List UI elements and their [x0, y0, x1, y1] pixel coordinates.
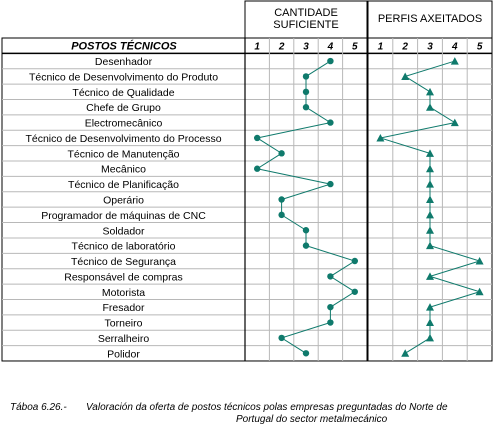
left-scale-tick: 4	[327, 41, 334, 53]
cantidade-point	[278, 212, 284, 218]
row-header-label: POSTOS TÉCNICOS	[71, 40, 177, 53]
cantidade-point	[327, 273, 333, 279]
perfis-point	[426, 180, 434, 188]
row-label: Electromecânico	[84, 117, 163, 130]
left-scale-tick: 5	[352, 41, 358, 53]
row-label: Torneiro	[104, 317, 143, 330]
right-scale-tick: 3	[427, 41, 433, 53]
perfis-point	[426, 103, 434, 111]
caption-line-2: Portugal do sector metalmecánico	[236, 414, 388, 425]
perfis-point	[426, 165, 434, 173]
row-label: Polidor	[107, 348, 140, 361]
cantidade-point	[278, 150, 284, 156]
row-label: Motorista	[101, 286, 146, 299]
row-label: Técnico de Desenvolvimento do Produto	[28, 71, 219, 84]
cantidade-point	[303, 242, 309, 248]
perfis-point	[426, 195, 434, 203]
perfis-point	[426, 319, 434, 327]
row-label: Técnico de Qualidade	[72, 86, 175, 99]
left-scale-tick: 1	[254, 41, 260, 53]
row-label: Técnico de laboratório	[71, 240, 176, 253]
perfis-point	[451, 57, 459, 65]
cantidade-point	[352, 289, 358, 295]
row-label: Técnico de Manutenção	[67, 148, 180, 161]
right-scale-tick: 5	[476, 41, 483, 53]
cantidade-point	[303, 227, 309, 233]
right-scale-tick: 4	[452, 41, 458, 53]
row-label: Técnico de Segurança	[70, 256, 177, 269]
perfis-point	[426, 211, 434, 219]
right-panel-title: PERFIS AXEITADOS	[377, 13, 483, 25]
right-scale-tick: 1	[377, 41, 384, 53]
caption-line-1: Valoración da oferta de postos técnicos polas empresas preguntadas do Norte de	[86, 402, 448, 413]
text-layer	[25, 7, 482, 360]
row-label: Fresador	[102, 302, 145, 315]
left-scale-tick: 2	[278, 41, 285, 53]
cantidade-point	[303, 104, 309, 110]
cantidade-point	[352, 258, 358, 264]
cantidade-point	[327, 119, 333, 125]
perfis-point	[426, 149, 434, 157]
perfis-point	[426, 226, 434, 234]
row-label: Serralheiro	[97, 332, 150, 345]
cantidade-point	[303, 350, 309, 356]
cantidade-point	[254, 166, 260, 172]
row-label: Operário	[103, 194, 144, 207]
perfis-point	[426, 88, 434, 96]
row-label: Programador de máquinas de CNC	[41, 209, 206, 222]
perfis-point	[426, 334, 434, 342]
perfis-point	[476, 257, 484, 265]
caption-label: Táboa 6.26.-	[10, 402, 67, 413]
perfis-point	[401, 72, 409, 80]
left-scale-tick: 3	[303, 41, 309, 53]
perfis-point	[401, 349, 409, 357]
cantidade-point	[327, 319, 333, 325]
perfis-point	[476, 288, 484, 296]
perfis-point	[426, 242, 434, 250]
row-label: Desenhador	[94, 56, 153, 69]
cantidade-point	[303, 89, 309, 95]
cantidade-point	[278, 196, 284, 202]
perfis-point	[426, 272, 434, 280]
row-label: Chefe de Grupo	[86, 102, 161, 115]
row-label: Mecânico	[101, 163, 146, 176]
cantidade-point	[278, 335, 284, 341]
perfis-point	[426, 303, 434, 311]
row-label: Responsável de compras	[64, 271, 183, 284]
cantidade-point	[254, 135, 260, 141]
left-panel-title-line-2: SUFICIENTE	[273, 19, 339, 31]
cantidade-point	[327, 181, 333, 187]
row-label: Soldador	[102, 225, 145, 238]
cantidade-point	[303, 73, 309, 79]
cantidade-point	[327, 304, 333, 310]
cantidade-point	[327, 58, 333, 64]
right-scale-tick: 2	[402, 41, 408, 53]
row-label: Técnico de Desenvolvimento do Processo	[25, 132, 222, 145]
row-label: Técnico de Planificação	[68, 179, 179, 192]
left-panel-title-line-1: CANTIDADE	[274, 7, 338, 19]
perfis-point	[451, 119, 459, 127]
